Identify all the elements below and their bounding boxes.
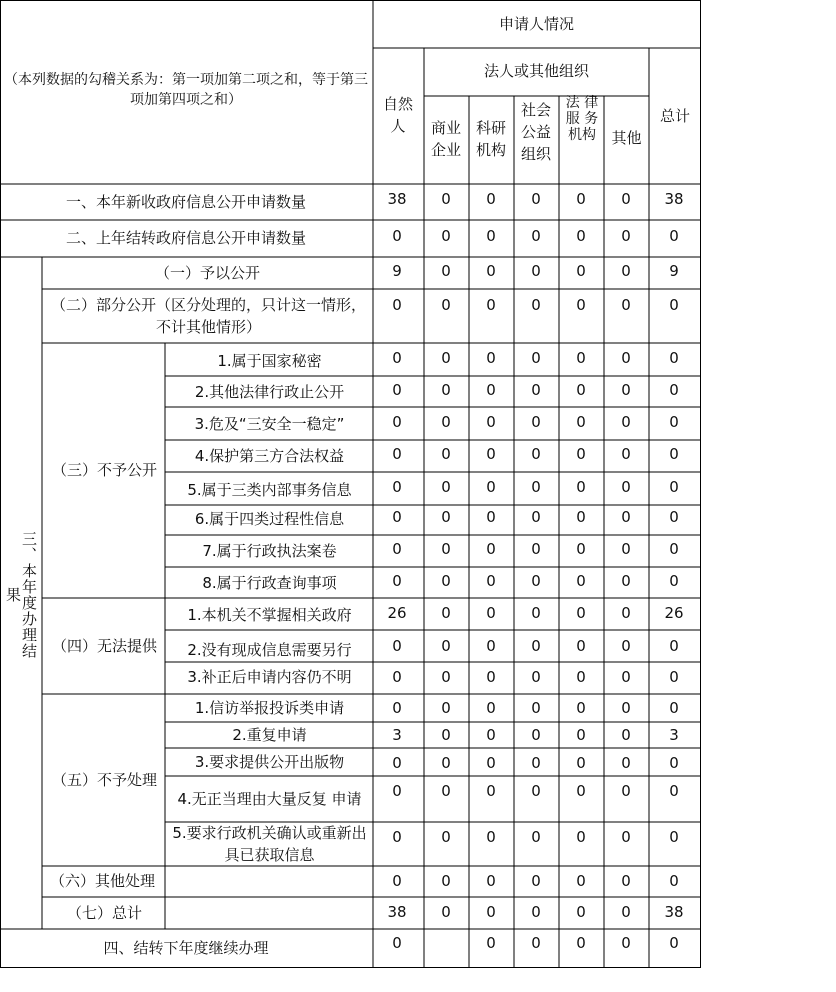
value-cell: 0	[392, 349, 402, 367]
value-cell: 0	[669, 445, 679, 463]
value-cell: 0	[531, 445, 541, 463]
value-cell: 0	[669, 828, 679, 846]
row-label: 一、本年新收政府信息公开申请数量	[65, 193, 306, 211]
section-three-label: 三、本年度办理结果	[4, 531, 38, 659]
value-cell: 0	[441, 903, 451, 921]
value-cell: 3	[392, 726, 402, 744]
value-cell: 0	[669, 668, 679, 686]
value-cell: 0	[531, 572, 541, 590]
value-cell: 0	[576, 413, 586, 431]
value-cell: 0	[669, 381, 679, 399]
value-cell: 0	[621, 668, 631, 686]
value-cell: 0	[486, 934, 496, 952]
value-cell: 0	[392, 754, 402, 772]
value-cell: 0	[669, 296, 679, 314]
value-cell: 0	[576, 754, 586, 772]
value-cell: 0	[486, 668, 496, 686]
value-cell: 0	[621, 227, 631, 245]
value-cell: 0	[392, 381, 402, 399]
value-cell: 0	[576, 668, 586, 686]
value-cell: 0	[576, 903, 586, 921]
value-cell: 0	[531, 413, 541, 431]
value-cell: 0	[576, 190, 586, 208]
value-cell: 0	[441, 782, 451, 800]
value-cell: 0	[531, 540, 541, 558]
value-cell: 0	[531, 349, 541, 367]
value-cell: 0	[621, 828, 631, 846]
row-label: 7.属于行政执法案卷	[202, 542, 337, 560]
value-cell: 0	[576, 934, 586, 952]
value-cell: 0	[576, 828, 586, 846]
value-cell: 0	[669, 572, 679, 590]
value-cell: 0	[486, 828, 496, 846]
value-cell: 0	[486, 190, 496, 208]
value-cell: 0	[392, 637, 402, 655]
value-cell: 0	[669, 637, 679, 655]
value-cell: 38	[664, 903, 684, 921]
value-cell: 0	[531, 668, 541, 686]
value-cell: 3	[669, 726, 679, 744]
value-cell: 0	[621, 572, 631, 590]
value-cell: 0	[621, 872, 631, 890]
value-cell: 0	[441, 227, 451, 245]
value-cell: 0	[669, 754, 679, 772]
value-cell: 0	[621, 540, 631, 558]
value-cell: 0	[531, 872, 541, 890]
row-label: 四、结转下年度继续办理	[103, 939, 269, 957]
row-label: （一）予以公开	[154, 264, 260, 282]
row-label: 8.属于行政查询事项	[202, 574, 337, 592]
value-cell: 0	[392, 227, 402, 245]
row-label: 5.要求行政机关确认或重新出具已获取信息	[172, 824, 367, 864]
value-cell: 0	[392, 296, 402, 314]
row-label: 4.保护第三方合法权益	[194, 447, 345, 465]
row-label: 4.无正当理由大量反复 申请	[177, 790, 362, 808]
value-cell: 0	[486, 349, 496, 367]
row-label: 2.没有现成信息需要另行	[187, 641, 352, 659]
header-public-org: 社会公益组织	[520, 101, 551, 163]
value-cell: 0	[441, 445, 451, 463]
value-cell: 0	[441, 754, 451, 772]
value-cell: 0	[486, 381, 496, 399]
header-law-service: 法 律服 务机构	[565, 95, 599, 143]
value-cell: 0	[486, 726, 496, 744]
value-cell: 0	[621, 445, 631, 463]
row-label: 2.其他法律行政止公开	[194, 383, 345, 401]
header-research: 科研机构	[475, 119, 506, 159]
value-cell: 0	[576, 445, 586, 463]
value-cell: 0	[531, 637, 541, 655]
value-cell: 0	[621, 699, 631, 717]
group-not-processed: （五）不予处理	[51, 771, 157, 789]
header-applicant: 申请人情况	[498, 15, 574, 33]
value-cell: 0	[531, 828, 541, 846]
row-label: 二、上年结转政府信息公开申请数量	[65, 229, 306, 247]
row-label: 3.危及“三安全一稳定”	[194, 415, 345, 433]
value-cell: 0	[576, 540, 586, 558]
header-business: 商业企业	[430, 119, 461, 159]
value-cell: 0	[486, 782, 496, 800]
value-cell: 0	[441, 572, 451, 590]
value-cell: 0	[669, 413, 679, 431]
value-cell: 0	[576, 872, 586, 890]
value-cell: 0	[441, 190, 451, 208]
value-cell: 0	[576, 262, 586, 280]
value-cell: 38	[387, 903, 407, 921]
value-cell: 0	[486, 572, 496, 590]
value-cell: 0	[441, 668, 451, 686]
value-cell: 0	[531, 699, 541, 717]
value-cell: 0	[486, 262, 496, 280]
value-cell: 0	[441, 872, 451, 890]
value-cell: 0	[576, 296, 586, 314]
value-cell: 9	[392, 262, 402, 280]
value-cell: 0	[392, 413, 402, 431]
value-cell: 0	[576, 227, 586, 245]
value-cell: 0	[441, 699, 451, 717]
row-label: 2.重复申请	[232, 726, 307, 744]
value-cell: 0	[669, 782, 679, 800]
row-label: 3.补正后申请内容仍不明	[187, 668, 352, 686]
value-cell: 0	[486, 413, 496, 431]
value-cell: 0	[531, 604, 541, 622]
value-cell: 0	[669, 227, 679, 245]
row-label: 5.属于三类内部事务信息	[187, 481, 352, 499]
value-cell: 0	[576, 782, 586, 800]
value-cell: 0	[531, 508, 541, 526]
value-cell: 0	[621, 296, 631, 314]
value-cell: 0	[392, 445, 402, 463]
value-cell: 0	[441, 726, 451, 744]
value-cell: 0	[531, 782, 541, 800]
value-cell: 0	[441, 637, 451, 655]
value-cell: 0	[531, 478, 541, 496]
value-cell: 0	[621, 413, 631, 431]
value-cell: 0	[531, 190, 541, 208]
value-cell: 0	[486, 296, 496, 314]
header-natural-person: 自然人	[382, 95, 413, 135]
value-cell: 0	[441, 413, 451, 431]
value-cell: 0	[486, 754, 496, 772]
value-cell: 0	[531, 903, 541, 921]
value-cell: 0	[669, 540, 679, 558]
row-label: （二）部分公开（区分处理的，只计这一情形，不计其他情形）	[50, 296, 366, 336]
value-cell: 0	[531, 262, 541, 280]
value-cell: 0	[392, 540, 402, 558]
value-cell: 0	[441, 508, 451, 526]
value-cell: 0	[621, 726, 631, 744]
value-cell: 0	[441, 540, 451, 558]
value-cell: 9	[669, 262, 679, 280]
value-cell: 0	[669, 699, 679, 717]
value-cell: 0	[669, 349, 679, 367]
value-cell: 0	[669, 508, 679, 526]
value-cell: 0	[486, 604, 496, 622]
row-label: 1.信访举报投诉类申请	[194, 699, 345, 717]
value-cell: 0	[531, 754, 541, 772]
value-cell: 38	[387, 190, 407, 208]
value-cell: 0	[392, 508, 402, 526]
value-cell: 0	[621, 637, 631, 655]
group-cannot-provide: （四）无法提供	[51, 637, 157, 655]
value-cell: 0	[621, 754, 631, 772]
value-cell: 0	[392, 699, 402, 717]
value-cell: 0	[531, 227, 541, 245]
value-cell: 0	[486, 699, 496, 717]
value-cell: 0	[669, 872, 679, 890]
value-cell: 0	[392, 668, 402, 686]
value-cell: 0	[441, 828, 451, 846]
value-cell: 0	[621, 782, 631, 800]
value-cell: 0	[486, 637, 496, 655]
value-cell: 0	[392, 572, 402, 590]
row-label: （六）其他处理	[50, 872, 156, 890]
value-cell: 0	[441, 349, 451, 367]
value-cell: 0	[392, 934, 402, 952]
header-other: 其他	[611, 129, 642, 147]
row-label: 1.属于国家秘密	[217, 352, 322, 370]
header-legal-org: 法人或其他组织	[483, 62, 589, 80]
value-cell: 0	[486, 227, 496, 245]
value-cell: 0	[486, 508, 496, 526]
value-cell: 0	[621, 604, 631, 622]
value-cell: 38	[664, 190, 684, 208]
value-cell: 0	[441, 262, 451, 280]
value-cell: 0	[576, 726, 586, 744]
value-cell: 0	[576, 637, 586, 655]
value-cell: 0	[441, 604, 451, 622]
value-cell: 0	[531, 726, 541, 744]
value-cell: 0	[576, 699, 586, 717]
value-cell: 0	[392, 872, 402, 890]
row-label: 3.要求提供公开出版物	[194, 753, 345, 771]
value-cell: 0	[621, 381, 631, 399]
value-cell: 0	[531, 934, 541, 952]
group-not-disclosed: （三）不予公开	[51, 461, 157, 479]
value-cell: 0	[531, 296, 541, 314]
value-cell: 0	[486, 540, 496, 558]
value-cell: 0	[621, 349, 631, 367]
value-cell: 26	[387, 604, 407, 622]
value-cell: 0	[621, 508, 631, 526]
value-cell: 0	[441, 381, 451, 399]
value-cell: 0	[576, 508, 586, 526]
value-cell: 0	[441, 296, 451, 314]
value-cell: 0	[486, 903, 496, 921]
value-cell: 0	[486, 445, 496, 463]
value-cell: 0	[441, 478, 451, 496]
value-cell: 0	[621, 262, 631, 280]
value-cell: 0	[486, 478, 496, 496]
value-cell: 0	[669, 478, 679, 496]
value-cell: 0	[486, 872, 496, 890]
value-cell: 0	[669, 934, 679, 952]
value-cell: 0	[576, 349, 586, 367]
header-note: （本列数据的勾稽关系为：第一项加第二项之和，等于第三项加第四项之和）	[4, 72, 368, 108]
value-cell: 26	[664, 604, 684, 622]
row-label: 6.属于四类过程性信息	[194, 510, 345, 528]
header-total: 总计	[659, 107, 690, 125]
value-cell: 0	[576, 478, 586, 496]
row-label: （七）总计	[66, 904, 142, 922]
value-cell: 0	[621, 190, 631, 208]
value-cell: 0	[392, 828, 402, 846]
value-cell: 0	[576, 572, 586, 590]
value-cell: 0	[576, 381, 586, 399]
value-cell: 0	[621, 478, 631, 496]
value-cell: 0	[576, 604, 586, 622]
value-cell: 0	[621, 934, 631, 952]
value-cell: 0	[392, 478, 402, 496]
value-cell: 0	[621, 903, 631, 921]
row-label: 1.本机关不掌握相关政府	[187, 606, 352, 624]
value-cell: 0	[531, 381, 541, 399]
value-cell: 0	[392, 782, 402, 800]
